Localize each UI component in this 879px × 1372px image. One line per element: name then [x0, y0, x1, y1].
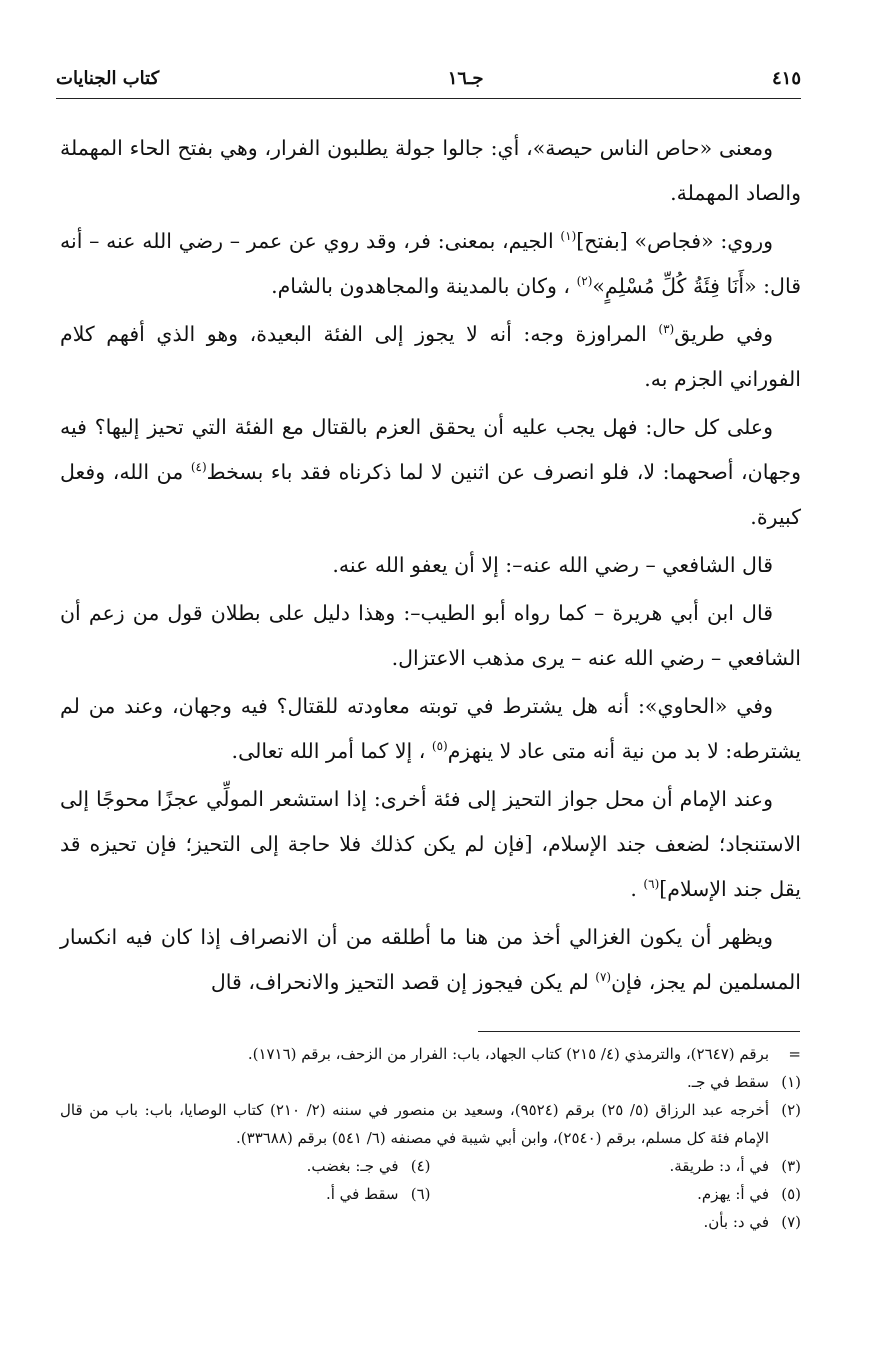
paragraph-1-text: ومعنى «حاص الناس حيصة»، أي: جالوا جولة يطلبون الفرار، وهي بفتح الحاء المهملة والصاد المهملة. [60, 136, 801, 205]
footnote-ref-6[interactable]: (٦) [643, 877, 660, 892]
paragraph-1 [60, 126, 801, 216]
paragraph-9-text-a: ويظهر أن يكون الغزالي أخذ من هنا ما أطلقه من أن الانصراف إذا كان فيه انكسار المسلمين لم يجز، فإن [60, 925, 801, 994]
paragraph-7 [60, 684, 801, 774]
running-header [56, 58, 801, 99]
footnote-4 [60, 1152, 431, 1180]
footnote-1 [60, 1068, 801, 1096]
paragraph-2 [60, 219, 801, 309]
footnote-ref-4[interactable]: (٤) [190, 460, 207, 475]
footnote-3 [431, 1152, 802, 1180]
footnote-1-text: سقط في جـ. [686, 1073, 769, 1091]
footnotes [60, 1040, 801, 1236]
paragraph-3-text-a: وفي طريق [674, 322, 773, 346]
paragraph-2-text-b: الجيم، بمعنى: فر، وقد روي عن عمر – رضي الله عنه – أنه قال: «أَنَا فِئَةُ كُلِّ مُسْلِمٍ» [60, 229, 801, 298]
paragraph-8-text-a: وعند الإمام أن محل جواز التحيز إلى فئة أخرى: إذا استشعر المولِّي عجزًا محوجًا إلى الاستنجاد؛ لضعف جند الإسلام، [فإن لم يكن كذلك فلا حاجة إلى التحيز؛ فإن تحيزه قد يقل جند الإسلام] [60, 787, 801, 901]
footnote-7-text: في د: بأن. [703, 1213, 769, 1231]
footnote-row-5-6 [60, 1180, 801, 1208]
paragraph-8 [60, 777, 801, 912]
footnote-ref-7[interactable]: (٧) [595, 970, 612, 985]
paragraph-8-text-b: . [630, 877, 644, 901]
footnote-5 [431, 1180, 802, 1208]
paragraph-4-text-b: من الله، وفعل كبيرة. [60, 460, 801, 529]
footnote-1-number: (١) [781, 1073, 801, 1091]
volume-label: جـ١٦ [447, 67, 484, 89]
footnote-6 [60, 1180, 431, 1208]
footnote-4-number: (٤) [410, 1157, 431, 1175]
footnote-ref-5[interactable]: (٥) [431, 739, 448, 754]
footnote-5-number: (٥) [781, 1185, 801, 1203]
continuation-text: برقم (٢٦٤٧)، والترمذي (٤/ ٢١٥) كتاب الجهاد، باب: الفرار من الزحف، برقم (١٧١٦). [247, 1045, 769, 1063]
paragraph-2-text-c: ، وكان بالمدينة والمجاهدون بالشام. [271, 274, 577, 298]
page-number: ٤١٥ [771, 67, 801, 89]
footnote-3-number: (٣) [781, 1157, 801, 1175]
footnote-2 [60, 1096, 801, 1152]
footnote-6-number: (٦) [410, 1185, 431, 1203]
footnote-continuation [60, 1040, 801, 1068]
footnote-5-text: في أ: يهزم. [697, 1185, 769, 1203]
footnote-7 [60, 1208, 801, 1236]
footnote-ref-2[interactable]: (٢) [576, 274, 593, 289]
paragraph-4-text-a: وعلى كل حال: فهل يجب عليه أن يحقق العزم بالقتال مع الفئة التي تحيز إليها؟ فيه وجهان، أصحهما: لا، فلو انصرف عن اثنين لا لما ذكرناه فقد باء بسخط [60, 415, 802, 484]
footnote-4-text: في جـ: بغضب. [306, 1157, 399, 1175]
paragraph-6-text: قال ابن أبي هريرة – كما رواه أبو الطيب–: وهذا دليل على بطلان قول من زعم أن الشافعي – رضي الله عنه – يرى مذهب الاعتزال. [60, 601, 801, 670]
paragraph-3-text-b: المراوزة وجه: أنه لا يجوز إلى الفئة البعيدة، وهو الذي أفهم كلام الفوراني الجزم به. [60, 322, 801, 391]
footnote-2-number: (٢) [781, 1101, 801, 1119]
paragraph-9-text-b: لم يكن فيجوز إن قصد التحيز والانحراف، قال [210, 970, 596, 994]
footnote-row-3-4 [60, 1152, 801, 1180]
paragraph-3 [60, 312, 801, 402]
footnote-2-text: أخرجه عبد الرزاق (٥/ ٢٥) برقم (٩٥٢٤)، وسعيد بن منصور في سننه (٢/ ٢١٠) كتاب الوصايا، باب: باب من قال الإمام فئة كل مسلم، برقم (٢٥٤٠)، وابن أبي شيبة في مصنفه (٦/ ٥٤١) برقم (٣٣٦٨٨). [60, 1101, 770, 1147]
footnote-separator [478, 1031, 800, 1032]
paragraph-5-text: قال الشافعي – رضي الله عنه–: إلا أن يعفو الله عنه. [332, 553, 773, 577]
paragraph-5 [60, 543, 801, 588]
continuation-mark: = [788, 1045, 801, 1063]
footnote-7-number: (٧) [781, 1213, 801, 1231]
footnote-ref-3[interactable]: (٣) [658, 322, 675, 337]
main-text [60, 126, 801, 1005]
paragraph-9 [60, 915, 801, 1005]
paragraph-6 [60, 591, 801, 681]
book-title: كتاب الجنايات [56, 67, 160, 89]
footnote-ref-1[interactable]: (١) [560, 229, 577, 244]
footnote-3-text: في أ، د: طريقة. [669, 1157, 769, 1175]
footnote-6-text: سقط في أ. [325, 1185, 399, 1203]
paragraph-4 [60, 405, 801, 540]
paragraph-7-text-a: وفي «الحاوي»: أنه هل يشترط في توبته معاودته للقتال؟ فيه وجهان، وعند من لم يشترطه: لا بد من نية أنه متى عاد لا ينهزم [60, 694, 801, 763]
paragraph-2-text-a: وروي: «فجاص» [بفتح] [576, 229, 773, 253]
paragraph-7-text-b: ، إلا كما أمر الله تعالى. [231, 739, 432, 763]
